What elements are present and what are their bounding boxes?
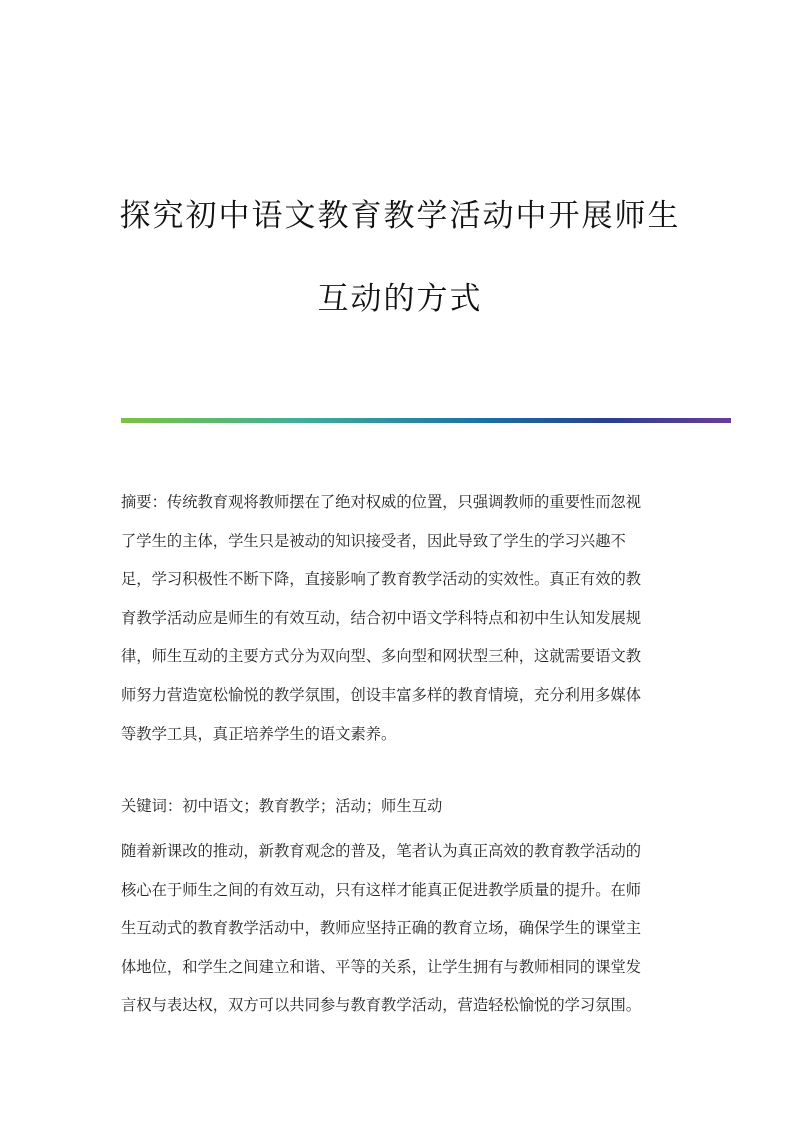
keywords-line: 关键词：初中语文；教育教学；活动；师生互动 xyxy=(121,797,443,815)
abstract-line: 律，师生互动的主要方式分为双向型、多向型和网状型三种，这就需要语文教 xyxy=(121,647,642,666)
abstract-line: 等教学工具，真正培养学生的语文素养。 xyxy=(121,724,397,743)
abstract-line: 师努力营造宽松愉悦的教学氛围，创设丰富多样的教育情境，充分利用多媒体 xyxy=(121,685,642,704)
intro-line: 核心在于师生之间的有效互动，只有这样才能真正促进教学质量的提升。在师 xyxy=(121,880,642,899)
abstract-line: 育教学活动应是师生的有效互动，结合初中语文学科特点和初中生认知发展规 xyxy=(121,608,642,627)
keywords-paragraph xyxy=(121,787,681,826)
abstract-line: 足，学习积极性不断下降，直接影响了教育教学活动的实效性。真正有效的教 xyxy=(121,570,642,589)
document-title-line-1: 探究初中语文教育教学活动中开展师生 xyxy=(119,198,681,234)
abstract-line: 摘要：传统教育观将教师摆在了绝对权威的位置，只强调教师的重要性而忽视 xyxy=(121,493,642,511)
gradient-divider xyxy=(121,418,731,423)
intro-line: 言权与表达权，双方可以共同参与教育教学活动，营造轻松愉悦的学习氛围。 xyxy=(121,996,642,1015)
abstract-line: 了学生的主体，学生只是被动的知识接受者，因此导致了学生的学习兴趣不 xyxy=(121,531,626,550)
abstract-paragraph xyxy=(121,483,681,753)
intro-line: 体地位，和学生之间建立和谐、平等的关系，让学生拥有与教师相同的课堂发 xyxy=(121,957,642,976)
document-title-line-2: 互动的方式 xyxy=(317,281,483,317)
intro-line: 随着新课改的推动，新教育观念的普及，笔者认为真正高效的教育教学活动的 xyxy=(121,842,642,860)
intro-line: 生互动式的教育教学活动中，教师应坚持正确的教育立场，确保学生的课堂主 xyxy=(121,919,642,938)
intro-paragraph xyxy=(121,832,681,1025)
